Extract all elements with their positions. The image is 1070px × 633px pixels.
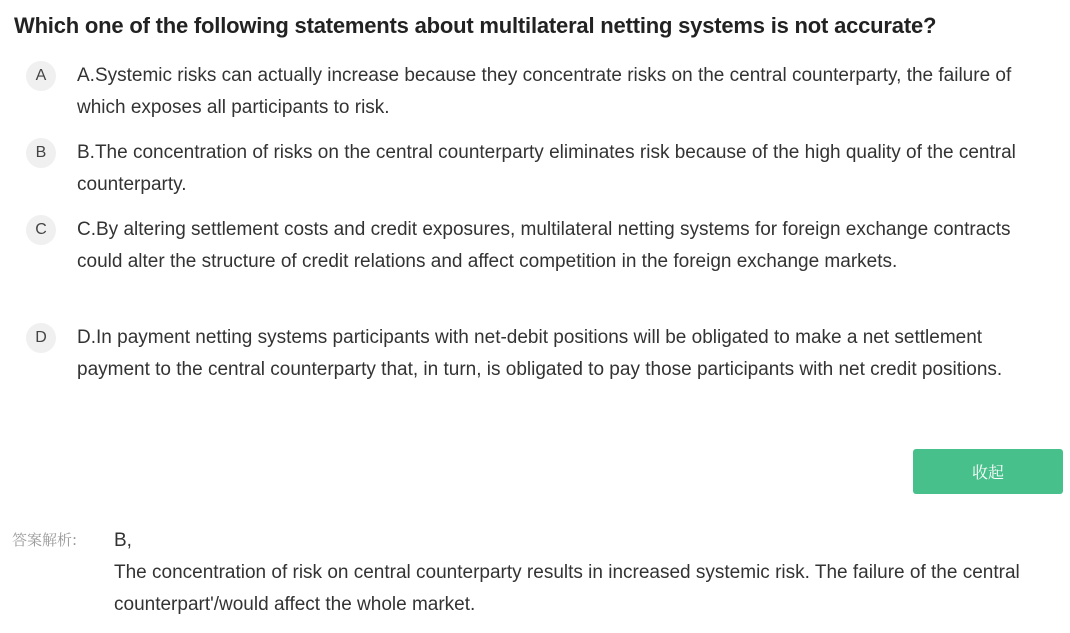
option-a[interactable] bbox=[26, 60, 1056, 137]
option-a-text[interactable]: A.Systemic risks can actually increase because they concentrate risks on the central counterparty, the failure of which exposes all participants to risk. bbox=[77, 65, 1012, 118]
option-c-text[interactable]: C.By altering settlement costs and credit exposures, multilateral netting systems for foreign exchange contracts could alter the structure of credit relations and affect competition in the foreign exchange markets. bbox=[77, 219, 1011, 272]
collapse-button[interactable]: 收起 bbox=[913, 449, 1063, 494]
option-c[interactable] bbox=[26, 214, 1056, 322]
analysis-answer: B, bbox=[114, 530, 132, 551]
analysis-body bbox=[114, 525, 1064, 621]
option-b-badge[interactable]: B bbox=[26, 138, 56, 168]
option-c-badge[interactable]: C bbox=[26, 215, 56, 245]
option-d-badge[interactable]: D bbox=[26, 323, 56, 353]
question-title: Which one of the following statements about multilateral netting systems is not accurate? bbox=[14, 13, 937, 38]
option-d[interactable] bbox=[26, 322, 1056, 430]
option-a-badge[interactable]: A bbox=[26, 61, 56, 91]
options-list bbox=[26, 60, 1056, 430]
option-b-text[interactable]: B.The concentration of risks on the central counterparty eliminates risk because of the high quality of the central counterparty. bbox=[77, 142, 1016, 195]
option-d-text[interactable]: D.In payment netting systems participants with net-debit positions will be obligated to make a net settlement payment to the central counterparty that, in turn, is obligated to pay those participants with net credit positions. bbox=[77, 327, 1003, 380]
analysis-label: 答案解析: bbox=[12, 531, 78, 549]
option-b[interactable] bbox=[26, 137, 1056, 214]
analysis-explanation: The concentration of risk on central counterparty results in increased systemic risk. The failure of the central counterpart'/would affect the whole market. bbox=[114, 562, 1020, 615]
